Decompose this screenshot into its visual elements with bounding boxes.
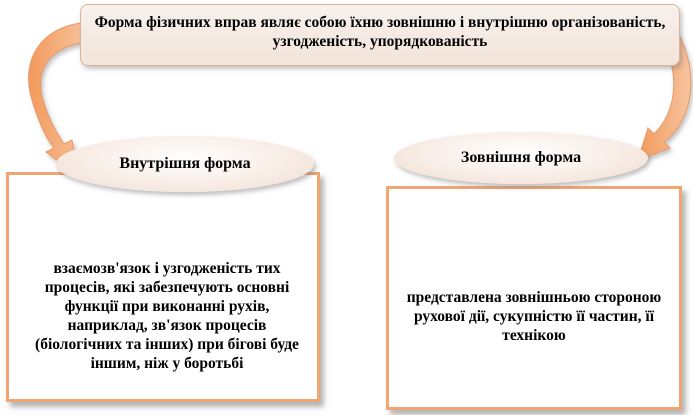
internal-form-box xyxy=(6,172,320,402)
external-form-label: Зовнішня форма xyxy=(460,149,582,166)
definition-rest: являє собою їхню зовнішню і внутрішню організованість, узгодженість, упорядкованість xyxy=(256,14,666,50)
definition-box xyxy=(80,4,680,66)
external-form-box xyxy=(386,186,682,410)
external-form-text: представлена зовнішньою стороною рухової дії, сукупністю її частин, її технікою xyxy=(406,288,662,344)
external-form-title xyxy=(394,132,648,184)
definition-lead: Форма фізичних вправ xyxy=(94,14,257,31)
internal-form-text: взаємозв'язок і узгодженість тих процесів, які забезпечують основні функції при виконанні рухів, наприклад, зв'язок процесів (біологічних та інших) при бігові буде іншим, ніж у боротьбі xyxy=(35,260,299,372)
internal-form-title xyxy=(56,136,314,192)
internal-form-label: Внутрішня форма xyxy=(119,155,251,172)
